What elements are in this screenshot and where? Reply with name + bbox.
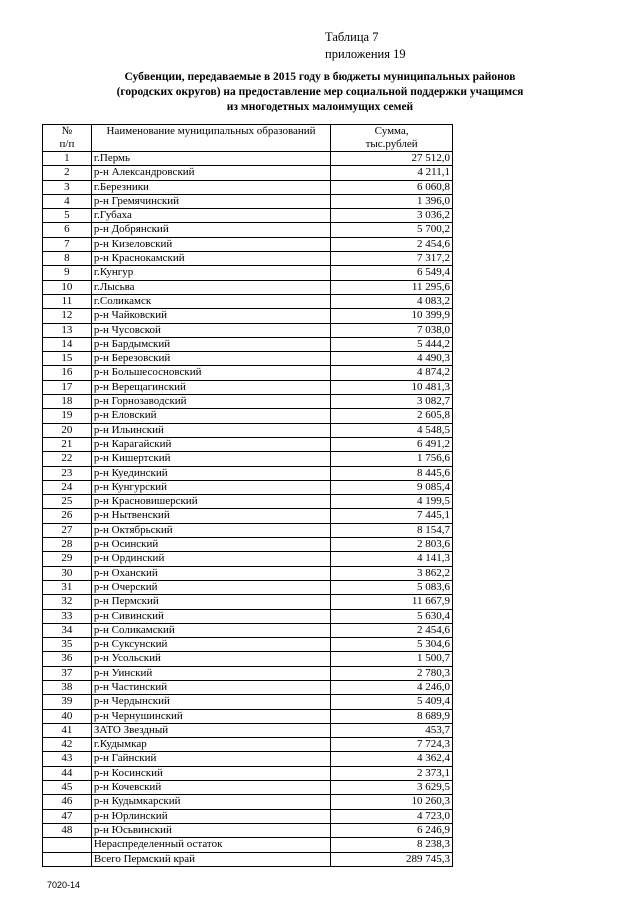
row-number: 1 [43, 152, 92, 166]
row-name: р-н Октябрьский [91, 523, 330, 537]
row-number: 3 [43, 180, 92, 194]
row-name: р-н Суксунский [91, 638, 330, 652]
row-number [43, 838, 92, 852]
row-name: р-н Оханский [91, 566, 330, 580]
row-name: р-н Нытвенский [91, 509, 330, 523]
table-number-label: Таблица 7 [325, 30, 379, 44]
table-row [43, 666, 453, 680]
row-sum: 9 085,4 [331, 480, 453, 494]
row-name: р-н Краснокамский [91, 252, 330, 266]
row-name: р-н Чайковский [91, 309, 330, 323]
row-number: 25 [43, 495, 92, 509]
table-row [43, 566, 453, 580]
row-number: 46 [43, 795, 92, 809]
row-name: р-н Частинский [91, 680, 330, 694]
row-number: 9 [43, 266, 92, 280]
row-sum: 4 490,3 [331, 352, 453, 366]
row-name: р-н Еловский [91, 409, 330, 423]
row-number: 40 [43, 709, 92, 723]
row-name: р-н Кунгурский [91, 480, 330, 494]
row-sum: 7 724,3 [331, 738, 453, 752]
row-name: г.Пермь [91, 152, 330, 166]
table-row [43, 380, 453, 394]
row-sum: 10 260,3 [331, 795, 453, 809]
row-name: ЗАТО Звездный [91, 723, 330, 737]
row-number: 15 [43, 352, 92, 366]
row-name: р-н Юрлинский [91, 809, 330, 823]
document-title [40, 70, 600, 115]
row-sum: 6 549,4 [331, 266, 453, 280]
row-name: р-н Гремячинский [91, 194, 330, 208]
row-number: 5 [43, 209, 92, 223]
table-row [43, 823, 453, 837]
table-row [43, 266, 453, 280]
row-sum: 3 862,2 [331, 566, 453, 580]
table-row [43, 466, 453, 480]
row-number: 43 [43, 752, 92, 766]
table-row [43, 709, 453, 723]
row-number: 35 [43, 638, 92, 652]
row-name: р-н Осинский [91, 538, 330, 552]
column-header-sum-line2: тыс.рублей [365, 138, 418, 150]
row-name: р-н Чернушинский [91, 709, 330, 723]
row-number: 31 [43, 580, 92, 594]
table-row [43, 609, 453, 623]
table-row [43, 623, 453, 637]
table-row [43, 509, 453, 523]
table-header-row [43, 125, 453, 152]
row-sum: 4 874,2 [331, 366, 453, 380]
table-row [43, 838, 453, 852]
subsidy-table [42, 124, 453, 867]
row-number [43, 852, 92, 866]
row-number: 39 [43, 695, 92, 709]
table-row [43, 695, 453, 709]
row-sum: 27 512,0 [331, 152, 453, 166]
document-code: 7020-14 [47, 880, 81, 890]
row-number: 21 [43, 437, 92, 451]
table-row [43, 738, 453, 752]
row-name: г.Кудымкар [91, 738, 330, 752]
row-name: г.Лысьва [91, 280, 330, 294]
table-row [43, 409, 453, 423]
row-number: 41 [43, 723, 92, 737]
row-name: р-н Кочевский [91, 781, 330, 795]
row-name: г.Кунгур [91, 266, 330, 280]
row-sum: 11 667,9 [331, 595, 453, 609]
row-name: р-н Горнозаводский [91, 395, 330, 409]
row-sum: 3 082,7 [331, 395, 453, 409]
table-row [43, 437, 453, 451]
table-body [43, 152, 453, 867]
row-number: 34 [43, 623, 92, 637]
row-sum: 453,7 [331, 723, 453, 737]
row-sum: 2 454,6 [331, 623, 453, 637]
table-row [43, 252, 453, 266]
table-row [43, 423, 453, 437]
row-sum: 289 745,3 [331, 852, 453, 866]
row-name: р-н Кудымкарский [91, 795, 330, 809]
row-sum: 4 141,3 [331, 552, 453, 566]
column-header-sum-line1: Сумма, [374, 125, 409, 137]
row-number: 45 [43, 781, 92, 795]
table-row [43, 280, 453, 294]
row-sum: 8 238,3 [331, 838, 453, 852]
title-line-3: из многодетных малоимущих семей [226, 101, 414, 113]
table-row [43, 752, 453, 766]
row-sum: 7 317,2 [331, 252, 453, 266]
table-row [43, 652, 453, 666]
table-row [43, 166, 453, 180]
row-sum: 8 445,6 [331, 466, 453, 480]
row-number: 13 [43, 323, 92, 337]
table-row [43, 237, 453, 251]
row-name: р-н Верещагинский [91, 380, 330, 394]
table-row [43, 638, 453, 652]
row-sum: 4 246,0 [331, 680, 453, 694]
row-number: 20 [43, 423, 92, 437]
table-row [43, 580, 453, 594]
row-number: 38 [43, 680, 92, 694]
row-name: р-н Карагайский [91, 437, 330, 451]
row-name: р-н Косинский [91, 766, 330, 780]
row-sum: 4 083,2 [331, 294, 453, 308]
table-row [43, 680, 453, 694]
column-header-number [43, 125, 92, 152]
row-number: 12 [43, 309, 92, 323]
row-name: р-н Кишертский [91, 452, 330, 466]
row-sum: 1 396,0 [331, 194, 453, 208]
table-row [43, 766, 453, 780]
row-number: 16 [43, 366, 92, 380]
row-name: г.Губаха [91, 209, 330, 223]
row-name: г.Соликамск [91, 294, 330, 308]
row-sum: 4 211,1 [331, 166, 453, 180]
row-sum: 6 246,9 [331, 823, 453, 837]
row-number: 19 [43, 409, 92, 423]
row-number: 30 [43, 566, 92, 580]
row-name: р-н Уинский [91, 666, 330, 680]
row-name: р-н Куединский [91, 466, 330, 480]
table-row [43, 366, 453, 380]
row-number: 11 [43, 294, 92, 308]
row-sum: 4 548,5 [331, 423, 453, 437]
row-number: 22 [43, 452, 92, 466]
table-reference [325, 29, 406, 63]
row-sum: 3 036,2 [331, 209, 453, 223]
row-name: р-н Березовский [91, 352, 330, 366]
column-header-name: Наименование муниципальных образований [91, 125, 330, 152]
row-name: р-н Соликамский [91, 623, 330, 637]
column-header-number-line1: № [61, 125, 73, 137]
table-row [43, 852, 453, 866]
row-name: р-н Ильинский [91, 423, 330, 437]
row-sum: 1 500,7 [331, 652, 453, 666]
row-sum: 8 154,7 [331, 523, 453, 537]
table-row [43, 337, 453, 351]
row-name: р-н Красновишерский [91, 495, 330, 509]
row-sum: 7 445,1 [331, 509, 453, 523]
row-number: 33 [43, 609, 92, 623]
table-row [43, 323, 453, 337]
row-sum: 5 630,4 [331, 609, 453, 623]
row-sum: 6 060,8 [331, 180, 453, 194]
row-number: 6 [43, 223, 92, 237]
row-name: р-н Чусовской [91, 323, 330, 337]
title-line-1: Субвенции, передаваемые в 2015 году в бюджеты муниципальных районов [124, 71, 516, 83]
row-name: Нераспределенный остаток [91, 838, 330, 852]
table-row [43, 209, 453, 223]
title-line-2: (городских округов) на предоставление мер социальной поддержки учащимся [116, 86, 524, 98]
row-name: р-н Сивинский [91, 609, 330, 623]
table-row [43, 180, 453, 194]
row-name: Всего Пермский край [91, 852, 330, 866]
appendix-label: приложения 19 [325, 47, 406, 61]
table-row [43, 194, 453, 208]
row-sum: 1 756,6 [331, 452, 453, 466]
table-row [43, 538, 453, 552]
row-name: р-н Усольский [91, 652, 330, 666]
row-sum: 5 444,2 [331, 337, 453, 351]
row-number: 10 [43, 280, 92, 294]
row-sum: 2 605,8 [331, 409, 453, 423]
row-sum: 5 083,6 [331, 580, 453, 594]
column-header-sum [331, 125, 453, 152]
row-sum: 8 689,9 [331, 709, 453, 723]
row-sum: 10 399,9 [331, 309, 453, 323]
row-number: 18 [43, 395, 92, 409]
row-number: 24 [43, 480, 92, 494]
row-name: р-н Большесосновский [91, 366, 330, 380]
row-sum: 6 491,2 [331, 437, 453, 451]
row-sum: 5 409,4 [331, 695, 453, 709]
row-name: р-н Кизеловский [91, 237, 330, 251]
row-name: г.Березники [91, 180, 330, 194]
table-row [43, 809, 453, 823]
row-sum: 4 199,5 [331, 495, 453, 509]
row-sum: 2 803,6 [331, 538, 453, 552]
row-name: р-н Чердынский [91, 695, 330, 709]
row-name: р-н Гайнский [91, 752, 330, 766]
row-number: 32 [43, 595, 92, 609]
table-row [43, 352, 453, 366]
row-number: 7 [43, 237, 92, 251]
row-number: 47 [43, 809, 92, 823]
row-sum: 4 723,0 [331, 809, 453, 823]
table-row [43, 795, 453, 809]
table-row [43, 223, 453, 237]
row-name: р-н Юсьвинский [91, 823, 330, 837]
row-number: 27 [43, 523, 92, 537]
row-sum: 2 454,6 [331, 237, 453, 251]
row-name: р-н Бардымский [91, 337, 330, 351]
table-row [43, 495, 453, 509]
table-row [43, 723, 453, 737]
row-number: 2 [43, 166, 92, 180]
row-number: 14 [43, 337, 92, 351]
row-sum: 2 373,1 [331, 766, 453, 780]
row-sum: 11 295,6 [331, 280, 453, 294]
row-number: 28 [43, 538, 92, 552]
row-number: 26 [43, 509, 92, 523]
table-row [43, 480, 453, 494]
row-sum: 7 038,0 [331, 323, 453, 337]
row-number: 29 [43, 552, 92, 566]
row-sum: 5 700,2 [331, 223, 453, 237]
table-row [43, 552, 453, 566]
row-name: р-н Пермский [91, 595, 330, 609]
row-sum: 4 362,4 [331, 752, 453, 766]
row-name: р-н Очерский [91, 580, 330, 594]
row-number: 17 [43, 380, 92, 394]
table-row [43, 452, 453, 466]
row-number: 4 [43, 194, 92, 208]
row-sum: 2 780,3 [331, 666, 453, 680]
table-row [43, 781, 453, 795]
column-header-number-line2: п/п [59, 138, 75, 150]
row-number: 48 [43, 823, 92, 837]
row-number: 8 [43, 252, 92, 266]
table-row [43, 395, 453, 409]
row-number: 36 [43, 652, 92, 666]
table-row [43, 309, 453, 323]
row-sum: 10 481,3 [331, 380, 453, 394]
row-name: р-н Добрянский [91, 223, 330, 237]
table-row [43, 523, 453, 537]
table-row [43, 595, 453, 609]
row-sum: 3 629,5 [331, 781, 453, 795]
row-sum: 5 304,6 [331, 638, 453, 652]
row-number: 44 [43, 766, 92, 780]
row-number: 23 [43, 466, 92, 480]
table-row [43, 152, 453, 166]
row-name: р-н Ординский [91, 552, 330, 566]
row-name: р-н Александровский [91, 166, 330, 180]
row-number: 42 [43, 738, 92, 752]
row-number: 37 [43, 666, 92, 680]
table-row [43, 294, 453, 308]
